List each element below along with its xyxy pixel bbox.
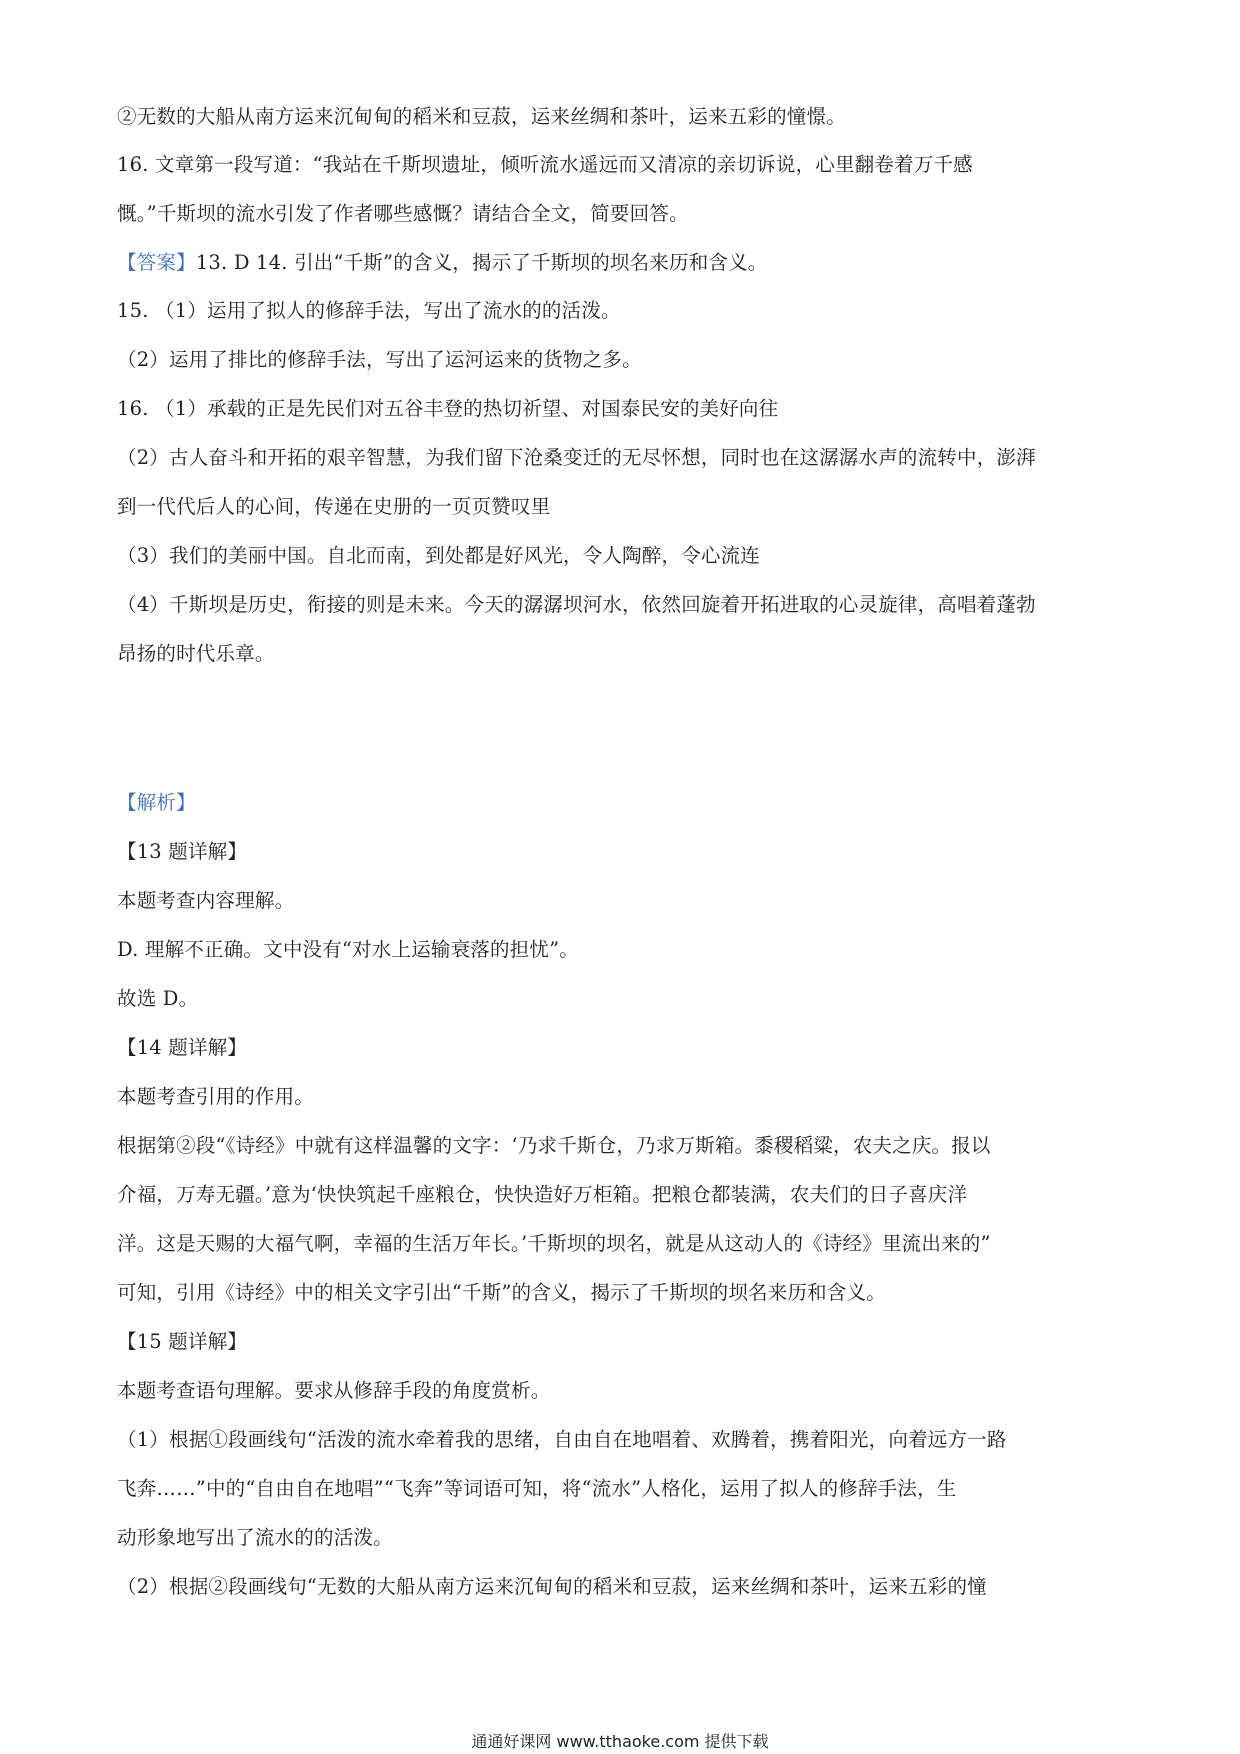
q14-explanation-cont-1: 介福，万寿无疆。’意为‘快快筑起千座粮仓，快快造好万柜箱。把粮仓都装满，农夫们的日子喜庆洋 xyxy=(117,1183,968,1206)
analysis-label: 【解析】 xyxy=(117,791,196,814)
question-15-item-2: ②无数的大船从南方运来沉甸甸的稻米和豆菽，运来丝绸和茶叶，运来五彩的憧憬。 xyxy=(117,105,846,128)
answer-16-item-1: 16. （1）承载的正是先民们对五谷丰登的热切祈望、对国泰民安的美好向往 xyxy=(117,397,779,420)
q14-explanation: 根据第②段“《诗经》中就有这样温馨的文字：‘乃求千斯仓，乃求万斯箱。黍稷稻粱，农夫之庆。报以 xyxy=(117,1134,991,1157)
answer-16-item-4-cont: 昂扬的时代乐章。 xyxy=(117,642,275,665)
answer-16-item-2: （2）古人奋斗和开拓的艰辛智慧，为我们留下沧桑变迁的无尽怀想，同时也在这潺潺水声的流转中，澎湃 xyxy=(117,446,1036,469)
answer-row xyxy=(117,248,768,278)
q14-explanation-cont-2: 洋。这是天赐的大福气啊，幸福的生活万年长。’千斯坝的坝名，就是从这动人的《诗经》里流出来的” xyxy=(117,1232,991,1255)
page-footer: 通通好课网 www.tthaoke.com 提供下载 xyxy=(471,1732,769,1751)
question-16-prompt-cont: 慨。”千斯坝的流水引发了作者哪些感慨？请结合全文，简要回答。 xyxy=(117,202,689,225)
answer-16-item-2-cont: 到一代代后人的心间，传递在史册的一页页赞叹里 xyxy=(117,495,551,518)
q13-choice: 故选 D。 xyxy=(117,987,199,1010)
answer-label: 【答案】 xyxy=(117,251,196,274)
answer-16-item-3: （3）我们的美丽中国。自北而南，到处都是好风光，令人陶醉，令心流连 xyxy=(117,544,761,567)
q15-item-1-cont-2: 动形象地写出了流水的的活泼。 xyxy=(117,1526,393,1549)
q13-topic: 本题考查内容理解。 xyxy=(117,889,295,912)
q14-topic: 本题考查引用的作用。 xyxy=(117,1085,315,1108)
answer-16-item-4: （4）千斯坝是历史，衔接的则是未来。今天的潺潺坝河水，依然回旋着开拓进取的心灵旋律，高唱着蓬勃 xyxy=(117,593,1036,616)
answer-13-14: 13. D 14. 引出“千斯”的含义，揭示了千斯坝的坝名来历和含义。 xyxy=(195,251,768,274)
q15-item-1: （1）根据①段画线句“活泼的流水牵着我的思绪，自由自在地唱着、欢腾着，携着阳光，向着远方一路 xyxy=(117,1428,1007,1451)
q15-detail-heading: 【15 题详解】 xyxy=(117,1330,248,1353)
q13-detail-heading: 【13 题详解】 xyxy=(117,840,248,863)
q15-item-1-cont-1: 飞奔……”中的“自由自在地唱”“飞奔”等词语可知，将“流水”人格化，运用了拟人的修辞手法，生 xyxy=(117,1477,957,1500)
answer-15-item-2: （2）运用了排比的修辞手法，写出了运河运来的货物之多。 xyxy=(117,348,642,371)
q13-explanation: D. 理解不正确。文中没有“对水上运输衰落的担忧”。 xyxy=(117,938,579,961)
q14-conclusion: 可知，引用《诗经》中的相关文字引出“千斯”的含义，揭示了千斯坝的坝名来历和含义。 xyxy=(117,1281,886,1304)
question-16-prompt: 16. 文章第一段写道：“我站在千斯坝遗址，倾听流水遥远而又清凉的亲切诉说，心里翻卷着万千感 xyxy=(117,153,973,176)
q15-topic: 本题考查语句理解。要求从修辞手段的角度赏析。 xyxy=(117,1379,551,1402)
q14-detail-heading: 【14 题详解】 xyxy=(117,1036,248,1059)
q15-item-2: （2）根据②段画线句“无数的大船从南方运来沉甸甸的稻米和豆菽，运来丝绸和茶叶，运来五彩的憧 xyxy=(117,1575,987,1598)
answer-15-item-1: 15. （1）运用了拟人的修辞手法，写出了流水的的活泼。 xyxy=(117,299,621,322)
